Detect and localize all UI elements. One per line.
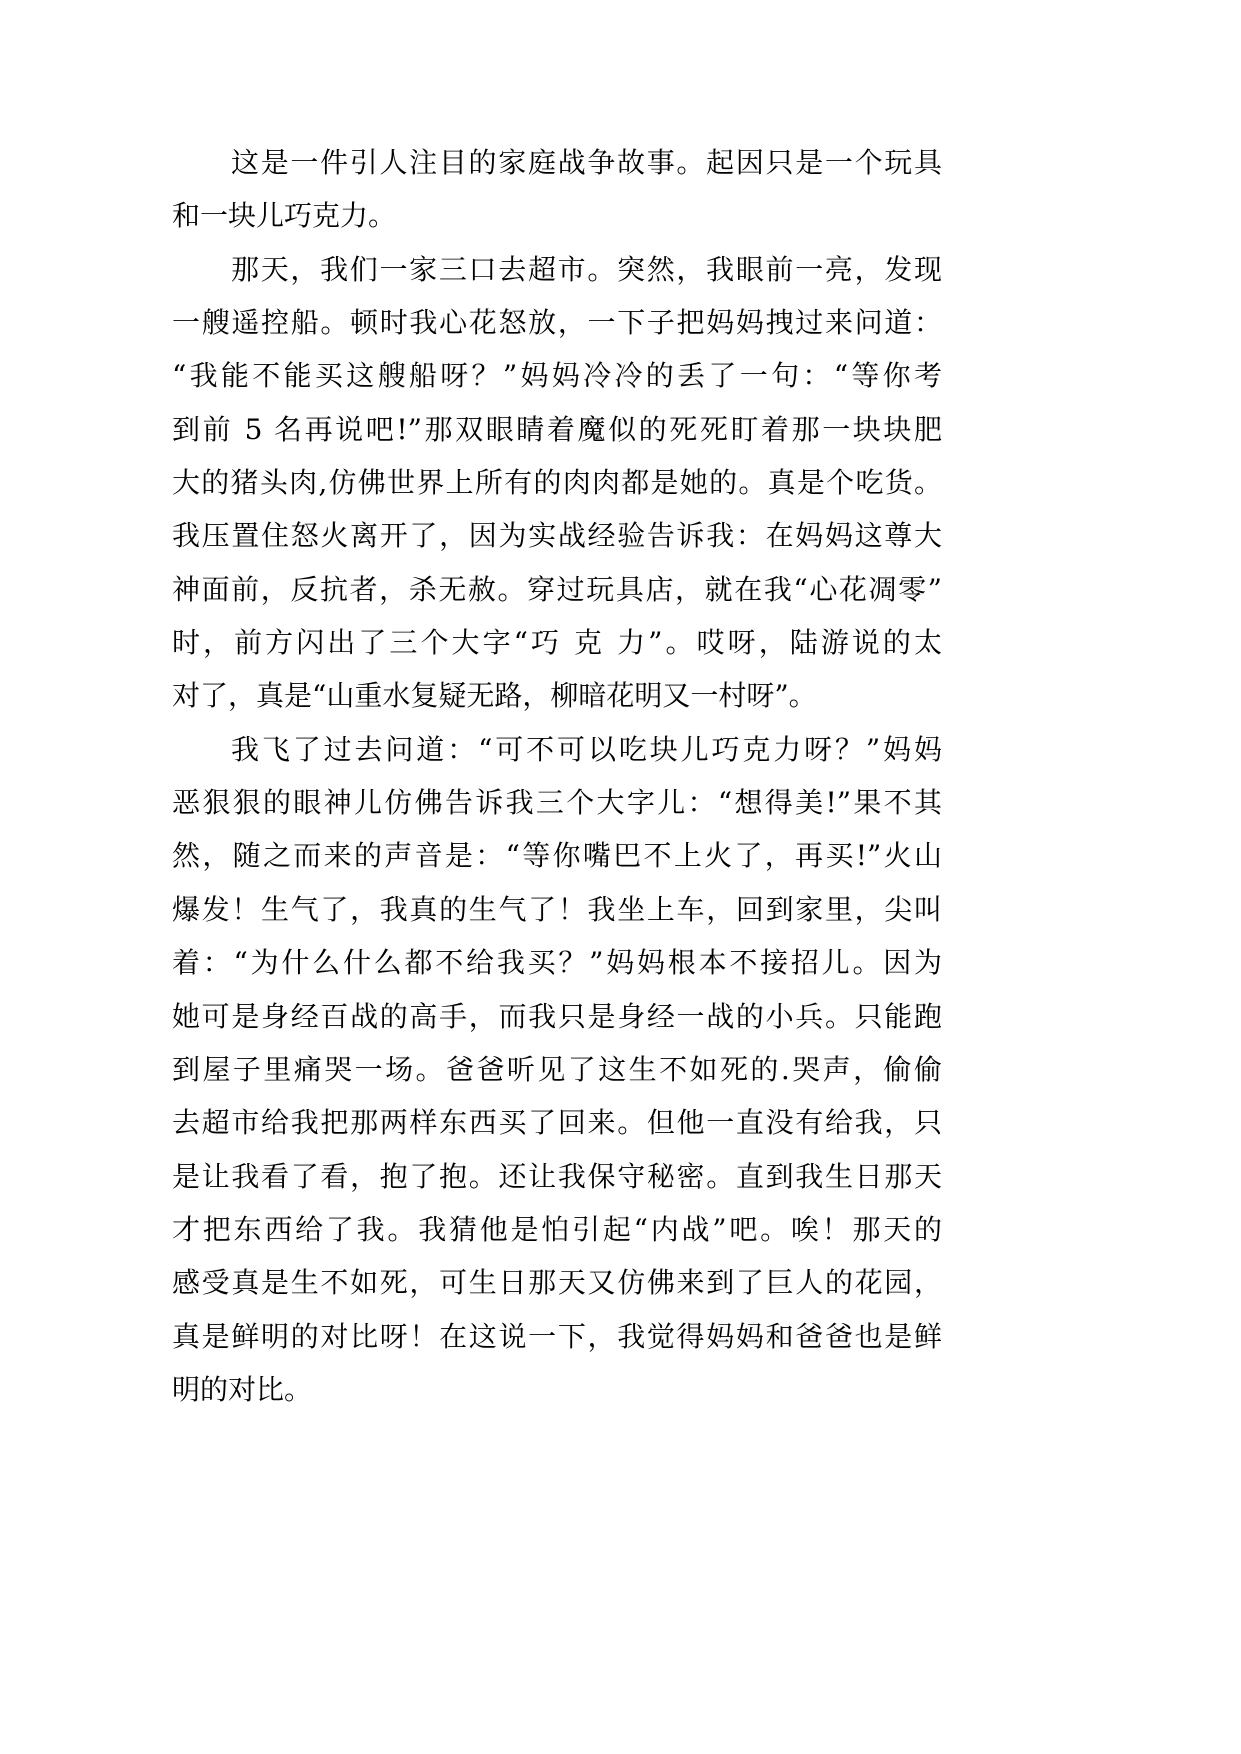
text-line: 神面前，反抗者，杀无赦。穿过玩具店，就在我“心花凋零” [172, 572, 942, 606]
text-line: 是让我看了看，抱了抱。还让我保守秘密。直到我生日那天 [172, 1159, 942, 1193]
paragraph [172, 243, 942, 723]
text-line: 然，随之而来的声音是：“等你嘴巴不上火了，再买!”火山 [172, 839, 942, 873]
text-line: 我飞了过去问道：“可不可以吃块儿巧克力呀？”妈妈 [231, 732, 942, 766]
paragraph [172, 723, 942, 1416]
text-line: 我压置住怒火离开了，因为实战经验告诉我：在妈妈这尊大 [172, 519, 942, 553]
text-line: 一艘遥控船。顿时我心花怒放，一下子把妈妈拽过来问道： [172, 306, 942, 340]
text-line: 对了，真是“山重水复疑无路，柳暗花明又一村呀”。 [172, 679, 817, 713]
text-line: 那天，我们一家三口去超市。突然，我眼前一亮，发现 [231, 252, 942, 286]
text-line: 感受真是生不如死，可生日那天又仿佛来到了巨人的花园， [172, 1266, 942, 1300]
text-line: 去超市给我把那两样东西买了回来。但他一直没有给我，只 [172, 1106, 942, 1140]
text-line: 这是一件引人注目的家庭战争故事。起因只是一个玩具 [231, 146, 942, 179]
text-line: 恶狠狠的眼神儿仿佛告诉我三个大字儿：“想得美!”果不其 [172, 786, 942, 820]
text-line: “我能不能买这艘船呀？”妈妈冷冷的丢了一句：“等你考 [172, 359, 942, 393]
document-body [172, 136, 942, 1416]
text-line: 和一块儿巧克力。 [172, 199, 397, 233]
text-line: 明的对比。 [172, 1372, 313, 1406]
text-line: 着：“为什么什么都不给我买？”妈妈根本不接招儿。因为 [172, 946, 942, 980]
text-line: 大的猪头肉,仿佛世界上所有的肉肉都是她的。真是个吃货。 [172, 466, 942, 500]
text-line: 爆发！生气了，我真的生气了！我坐上车，回到家里，尖叫 [172, 892, 942, 926]
text-line: 到屋子里痛哭一场。爸爸听见了这生不如死的.哭声，偷偷 [172, 1052, 942, 1086]
text-line: 到前 5 名再说吧!”那双眼睛着魔似的死死盯着那一块块肥 [172, 412, 942, 446]
text-line: 真是鲜明的对比呀！在这说一下，我觉得妈妈和爸爸也是鲜 [172, 1319, 942, 1353]
text-line: 时，前方闪出了三个大字“巧 克 力”。哎呀，陆游说的太 [172, 626, 942, 660]
text-line: 才把东西给了我。我猜他是怕引起“内战”吧。唉！那天的 [172, 1212, 942, 1246]
paragraph [172, 136, 942, 243]
text-line: 她可是身经百战的高手，而我只是身经一战的小兵。只能跑 [172, 999, 942, 1033]
